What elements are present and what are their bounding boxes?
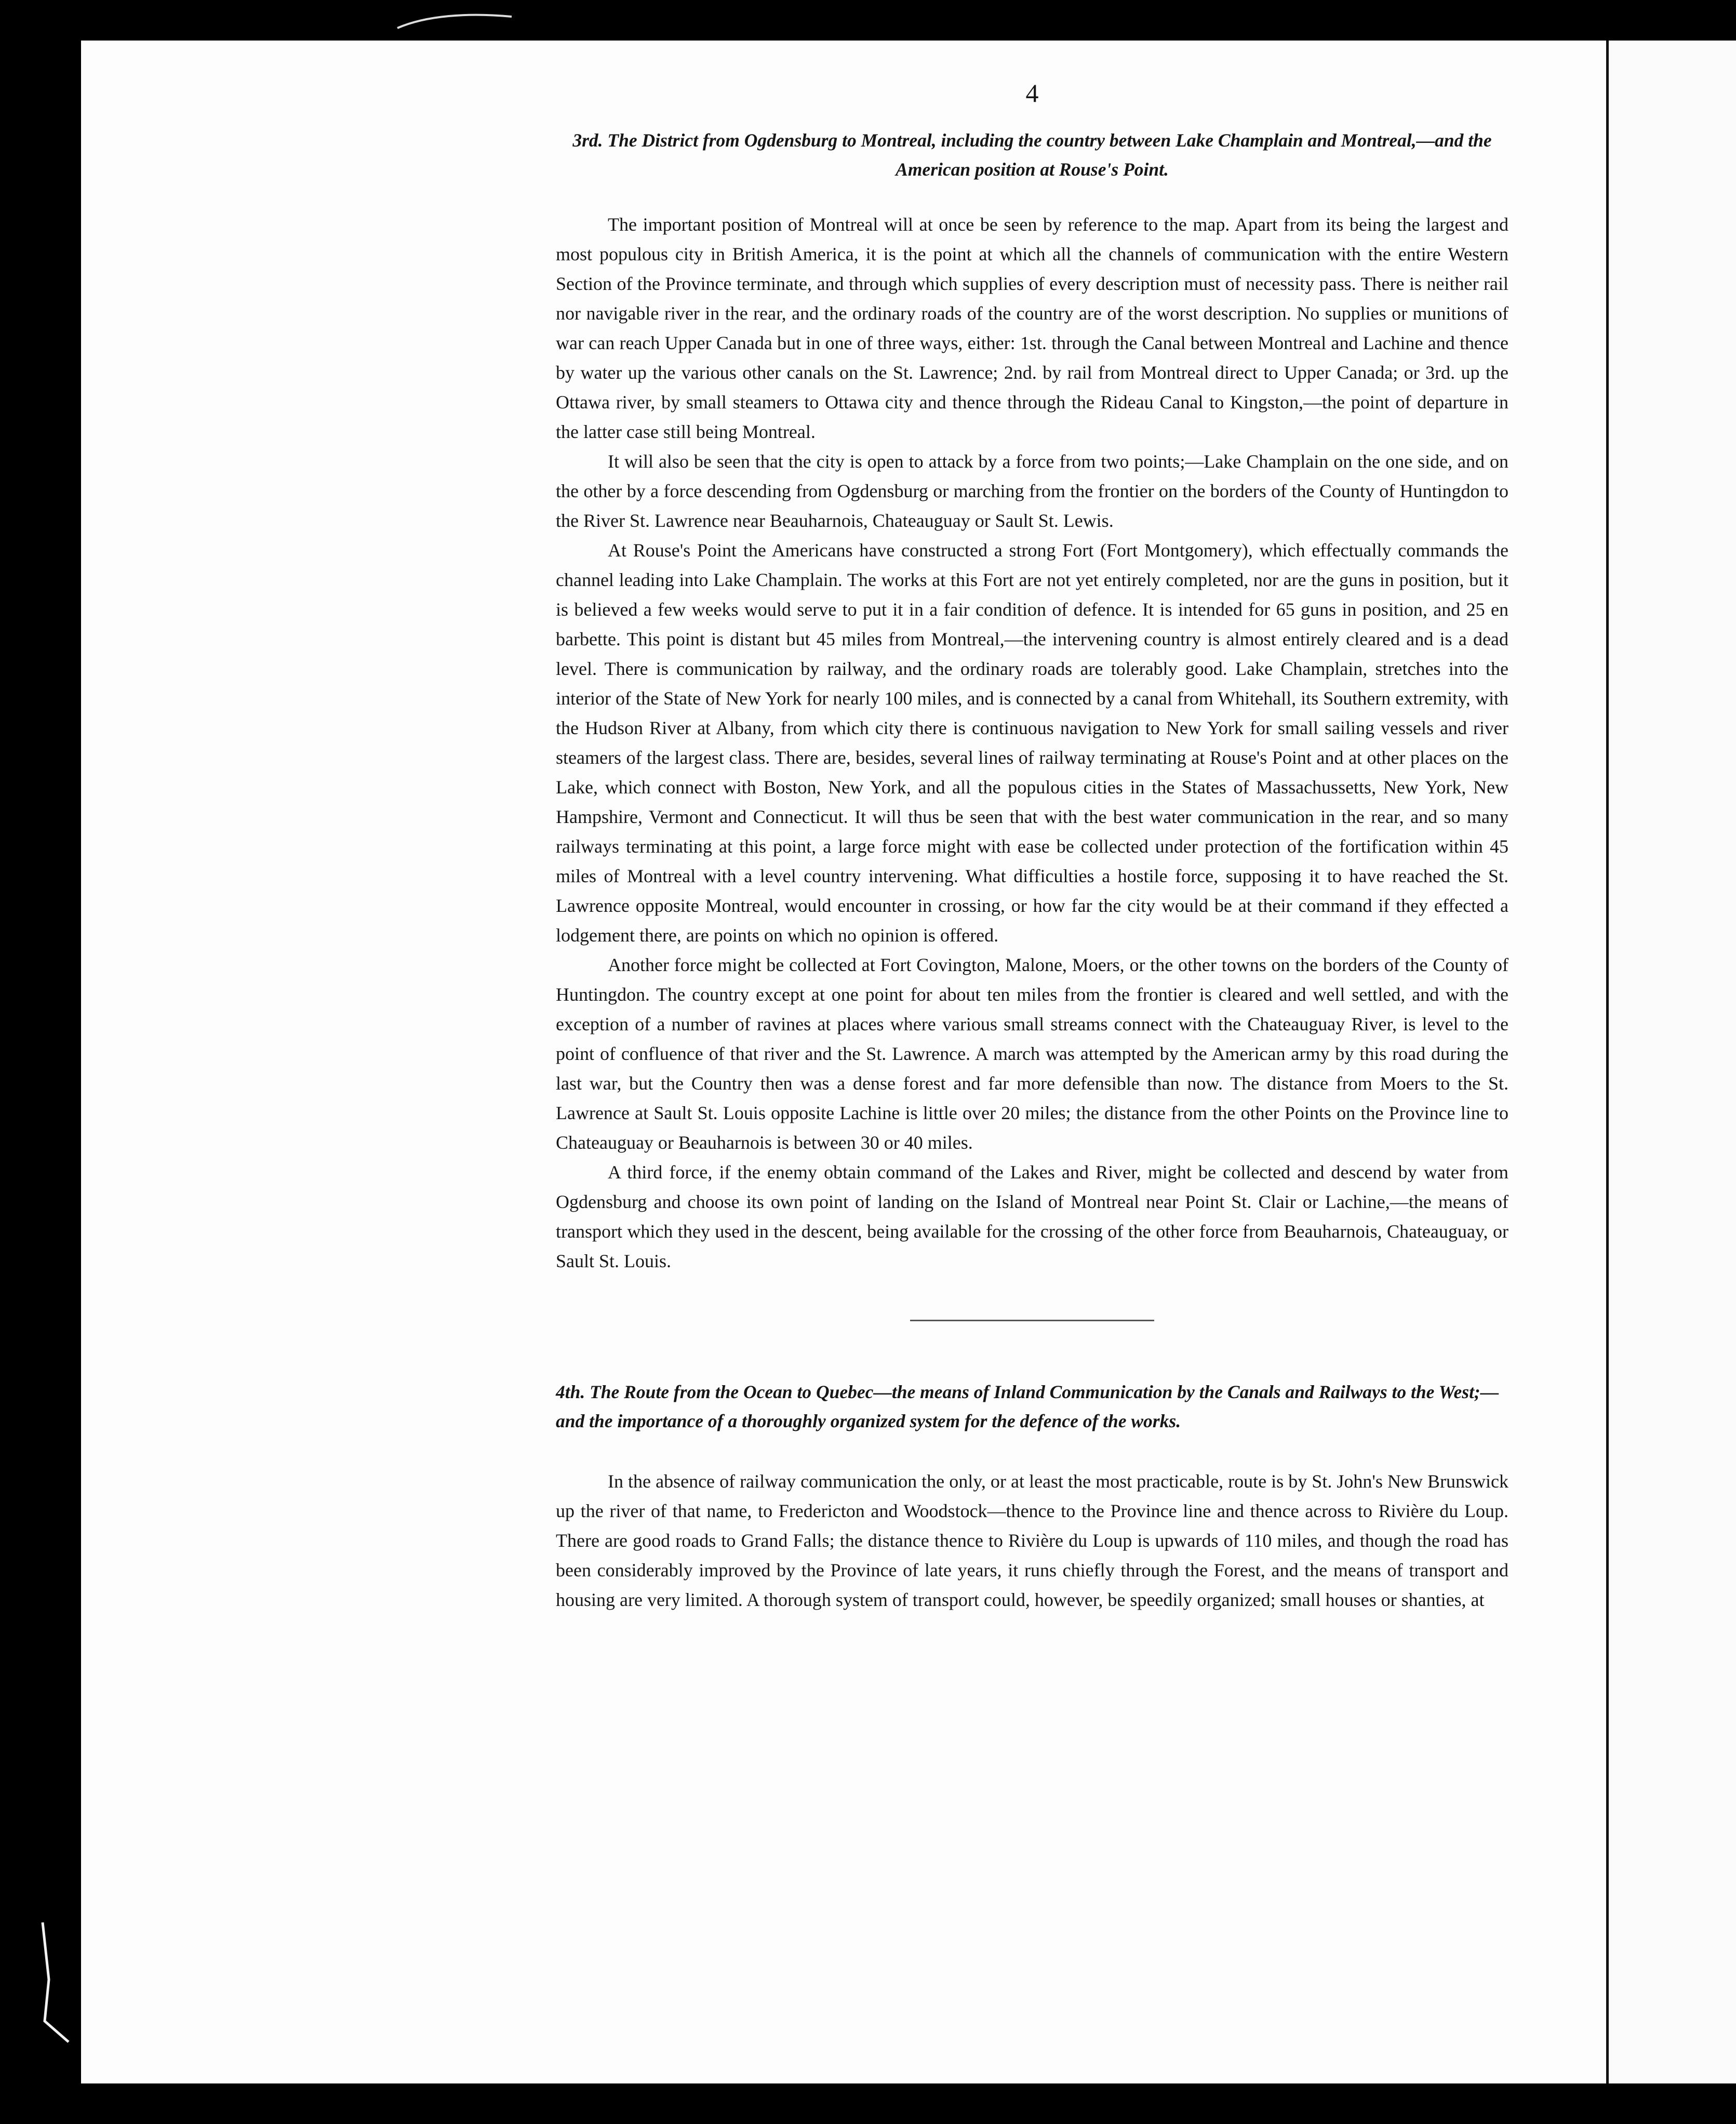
paragraph: It will also be seen that the city is open to attack by a force from two points;—Lake Champlain on the one side, and on the other by a force descending from Ogdensburg or marching from the frontier on the borders of the County of Huntingdon to the River St. Lawrence near Beauharnois, Chateauguay or Sault St. Lewis. <box>556 451 1508 531</box>
paragraph: In the absence of railway communication the only, or at least the most practicable, route is by St. John's New Brunswick up the river of that name, to Fredericton and Woodstock—thence to the Province line and thence across to Rivière du Loup. There are good roads to Grand Falls; the distance thence to Rivière du Loup is upwards of 110 miles, and though the road has been considerably improved by the Province of late years, it runs chiefly through the Forest, and the means of transport and housing are very limited. A thorough system of transport could, however, be speedily organized; small houses or shanties, at <box>556 1471 1508 1610</box>
scan-mark-left <box>37 1917 74 2047</box>
scan-mark-top <box>395 11 514 32</box>
paragraph: The important position of Montreal will at once be seen by reference to the map. Apart from its being the largest and most populous city in British America, it is the point at which all the channels of communication with the entire Western Section of the Province terminate, and through which supplies of every description must of necessity pass. There is neither rail nor navigable river in the rear, and the ordinary roads of the country are of the worst description. No supplies or munitions of war can reach Upper Canada but in one of three ways, either: 1st. through the Canal between Montreal and Lachine and thence by water up the various other canals on the St. Lawrence; 2nd. by rail from Montreal direct to Upper Canada; or 3rd. up the Ottawa river, by small steamers to Ottawa city and thence through the Rideau Canal to Kingston,—the point of departure in the latter case still being Montreal. <box>556 214 1508 442</box>
section-3-heading: 3rd. The District from Ogdensburg to Montreal, including the country between Lake Champlain and Montreal,—and the American position at Rouse's Point. <box>572 130 1492 180</box>
paragraph: A third force, if the enemy obtain command of the Lakes and River, might be collected and descend by water from Ogdensburg and choose its own point of landing on the Island of Montreal near Point St. Clair or Lachine,—the means of transport which they used in the descent, being available for the crossing of the other force from Beauharnois, Chateauguay, or Sault St. Louis. <box>556 1162 1508 1271</box>
adjacent-page-strip <box>1606 41 1736 2083</box>
page-edge-line <box>1606 41 1609 2083</box>
paragraph: At Rouse's Point the Americans have constructed a strong Fort (Fort Montgomery), which effectually commands the channel leading into Lake Champlain. The works at this Fort are not yet entirely completed, nor are the guns in position, but it is believed a few weeks would serve to put it in a fair condition of defence. It is intended for 65 guns in position, and 25 en barbette. This point is distant but 45 miles from Montreal,—the intervening country is almost entirely cleared and is a dead level. There is communication by railway, and the ordinary roads are tolerably good. Lake Champlain, stretches into the interior of the State of New York for nearly 100 miles, and is connected by a canal from Whitehall, its Southern extremity, with the Hudson River at Albany, from which city there is continuous navigation to New York for small sailing vessels and river steamers of the largest class. There are, besides, several lines of railway terminating at Rouse's Point and at other places on the Lake, which connect with Boston, New York, and all the populous cities in the States of Massachussetts, New York, New Hampshire, Vermont and Connecticut. It will thus be seen that with the best water communication in the rear, and so many railways terminating at this point, a large force might with ease be collected under protection of the fortification within 45 miles of Montreal with a level country intervening. What difficulties a hostile force, supposing it to have reached the St. Lawrence opposite Montreal, would encounter in crossing, or how far the city would be at their command if they effected a lodgement there, are points on which no opinion is offered. <box>556 540 1508 946</box>
document-text <box>556 78 1508 1615</box>
section-4-heading: 4th. The Route from the Ocean to Quebec—the means of Inland Communication by the Canals and Railways to the West;—and the importance of a thoroughly organized system for the defence of the works. <box>556 1382 1499 1431</box>
paragraph: Another force might be collected at Fort Covington, Malone, Moers, or the other towns on the borders of the County of Huntingdon. The country except at one point for about ten miles from the frontier is cleared and well settled, and with the exception of a number of ravines at places where various small streams connect with the Chateauguay River, is level to the point of confluence of that river and the St. Lawrence. A march was attempted by the American army by this road during the last war, but the Country then was a dense forest and far more defensible than now. The distance from Moers to the St. Lawrence at Sault St. Louis opposite Lachine is little over 20 miles; the distance from the other Points on the Province line to Chateauguay or Beauharnois is between 30 or 40 miles. <box>556 954 1508 1153</box>
section-divider <box>910 1320 1154 1321</box>
page-number: 4 <box>1025 78 1039 108</box>
